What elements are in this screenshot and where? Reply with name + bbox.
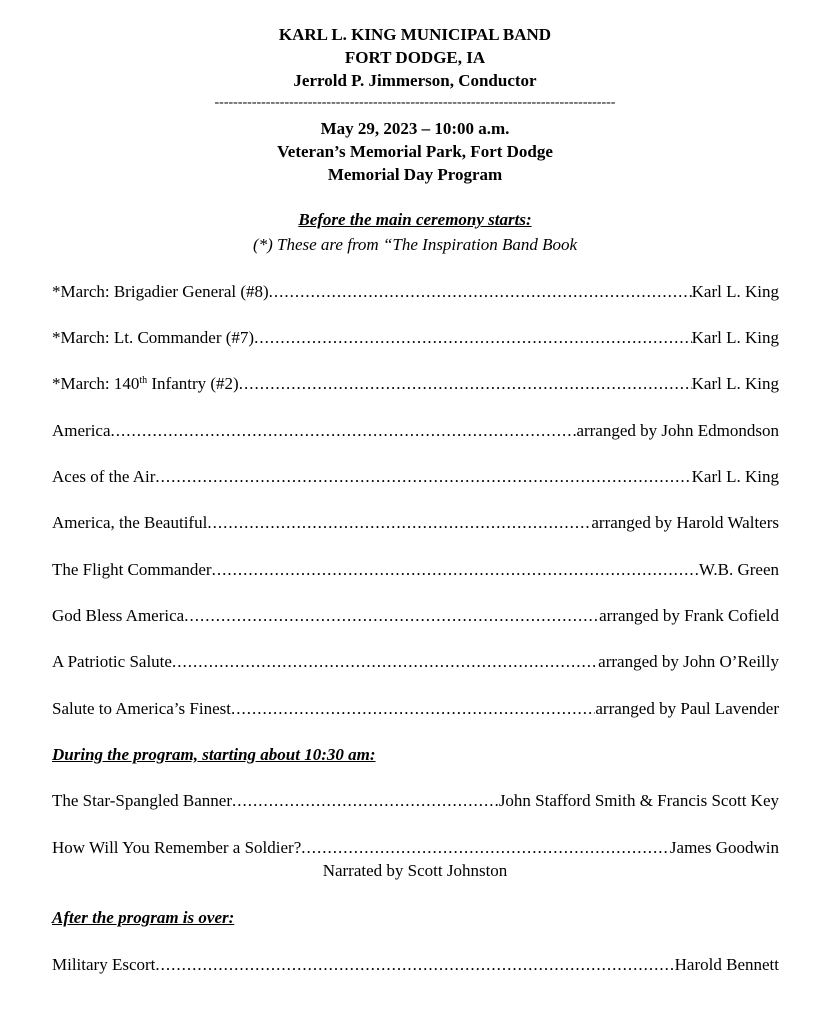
piece-composer: W.B. Green bbox=[698, 560, 779, 579]
piece-title: A Patriotic Salute bbox=[52, 652, 172, 671]
piece-composer: arranged by John O’Reilly bbox=[598, 652, 779, 671]
before-section-note: (*) These are from “The Inspiration Band Book bbox=[252, 235, 578, 254]
program-row bbox=[52, 466, 779, 488]
piece-composer: arranged by John Edmondson bbox=[576, 421, 779, 440]
piece-title: Military Escort bbox=[52, 955, 156, 974]
dot-leader bbox=[301, 837, 670, 859]
during-section-title: During the program, starting about 10:30 am: bbox=[52, 745, 376, 764]
piece-composer: arranged by Harold Walters bbox=[591, 513, 779, 532]
program-row bbox=[52, 605, 779, 627]
dot-leader bbox=[172, 651, 598, 673]
piece-composer: Karl L. King bbox=[691, 467, 779, 486]
piece-title: *March: Brigadier General (#8) bbox=[52, 282, 269, 301]
piece-title: America, the Beautiful bbox=[52, 513, 208, 532]
dot-leader bbox=[269, 281, 692, 303]
piece-title bbox=[52, 373, 239, 395]
piece-title: God Bless America bbox=[52, 606, 185, 625]
header-date: May 29, 2023 – 10:00 a.m. bbox=[320, 119, 510, 138]
program-row bbox=[52, 559, 779, 581]
program-row bbox=[52, 373, 779, 395]
piece-title: The Flight Commander bbox=[52, 560, 212, 579]
program-row bbox=[52, 698, 779, 720]
before-section-title: Before the main ceremony starts: bbox=[298, 210, 532, 229]
header-venue: Veteran’s Memorial Park, Fort Dodge bbox=[277, 142, 553, 161]
dot-leader bbox=[231, 698, 595, 720]
program-row bbox=[52, 420, 779, 442]
piece-title: *March: Lt. Commander (#7) bbox=[52, 328, 255, 347]
dot-leader bbox=[111, 420, 577, 442]
piece-composer: Karl L. King bbox=[691, 328, 779, 347]
ordinal-suffix: th bbox=[139, 375, 148, 386]
piece-composer: Karl L. King bbox=[691, 374, 779, 393]
header-conductor: Jerrold P. Jimmerson, Conductor bbox=[293, 71, 537, 90]
dot-leader bbox=[155, 954, 674, 976]
dot-leader bbox=[239, 373, 692, 395]
header-location: FORT DODGE, IA bbox=[344, 48, 486, 67]
program-row bbox=[52, 954, 779, 976]
program-row bbox=[52, 790, 779, 812]
program-row bbox=[52, 327, 779, 349]
piece-title: The Star-Spangled Banner bbox=[52, 791, 232, 810]
after-section-title: After the program is over: bbox=[52, 908, 235, 927]
dot-leader bbox=[212, 559, 699, 581]
header-program: Memorial Day Program bbox=[327, 165, 503, 184]
piece-composer: James Goodwin bbox=[669, 838, 779, 857]
narration-credit: Narrated by Scott Johnston bbox=[322, 861, 508, 880]
dot-leader bbox=[254, 327, 692, 349]
piece-title-part: Infantry (#2) bbox=[147, 374, 239, 393]
program-row bbox=[52, 512, 779, 534]
piece-composer: John Stafford Smith & Francis Scott Key bbox=[498, 791, 779, 810]
piece-title: Aces of the Air bbox=[52, 467, 156, 486]
piece-title-part: *March: 140 bbox=[52, 374, 140, 393]
dot-leader bbox=[155, 466, 691, 488]
program-row bbox=[52, 281, 779, 303]
dot-leader bbox=[207, 512, 591, 534]
program-row bbox=[52, 651, 779, 673]
piece-composer: Karl L. King bbox=[691, 282, 779, 301]
piece-composer: arranged by Paul Lavender bbox=[595, 699, 779, 718]
piece-composer: arranged by Frank Cofield bbox=[599, 606, 779, 625]
piece-title: How Will You Remember a Soldier? bbox=[52, 838, 302, 857]
dot-leader bbox=[232, 790, 499, 812]
dot-leader bbox=[184, 605, 599, 627]
program-row bbox=[52, 837, 779, 859]
piece-composer: Harold Bennett bbox=[674, 955, 779, 974]
piece-title: Salute to America’s Finest bbox=[52, 699, 231, 718]
header-band-name: KARL L. KING MUNICIPAL BAND bbox=[278, 25, 552, 44]
piece-title: America bbox=[52, 421, 111, 440]
header-divider: -------------------------------------------------------------------------------------- bbox=[214, 96, 616, 110]
